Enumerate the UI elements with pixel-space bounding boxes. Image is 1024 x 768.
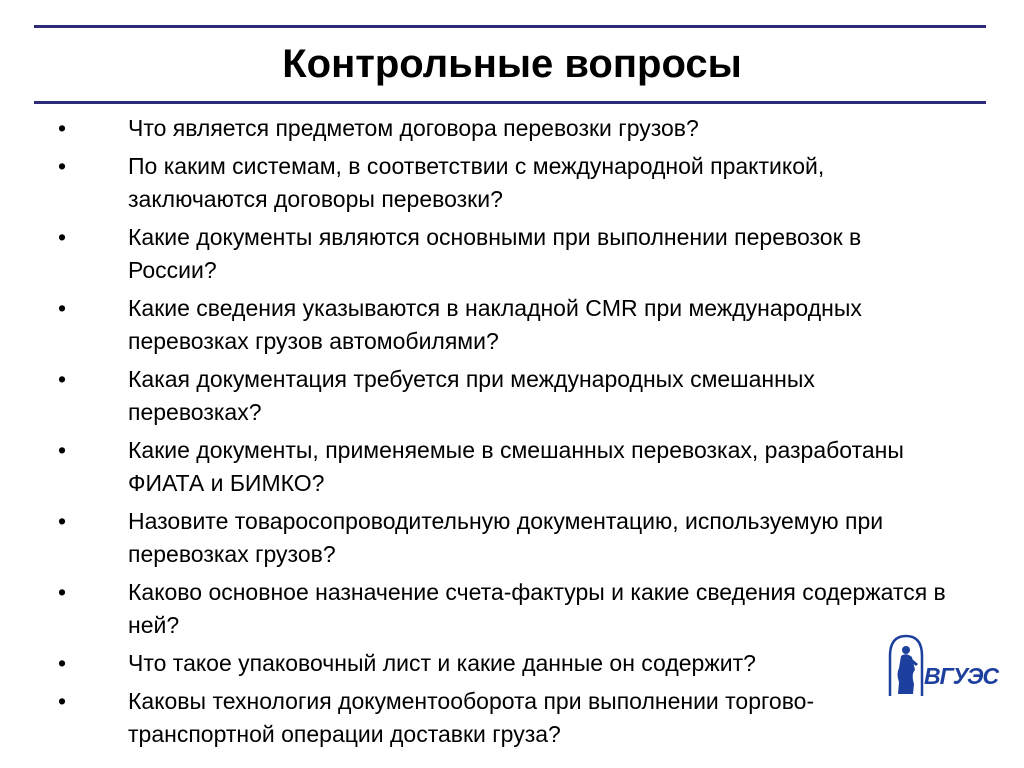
question-text: Назовите товаросопроводительную документацию, используемую при перевозках грузов?: [128, 508, 884, 567]
list-item: [0, 685, 1024, 751]
bullet-icon: •: [58, 688, 67, 714]
question-text: Каковы технология документооборота при выполнении торгово-транспортной операции доставки груза?: [128, 688, 815, 747]
question-text: Что такое упаковочный лист и какие данные он содержит?: [128, 650, 756, 676]
list-item: [0, 505, 1024, 571]
question-text: Какие документы, применяемые в смешанных перевозках, разработаны ФИАТА и БИМКО?: [128, 437, 904, 496]
list-item: [0, 363, 1024, 429]
slide-title: Контрольные вопросы: [282, 42, 742, 86]
title-top-rule: [34, 25, 986, 28]
question-text: Что является предметом договора перевозки грузов?: [128, 115, 699, 141]
bullet-icon: •: [58, 437, 67, 463]
list-item: [0, 434, 1024, 500]
bullet-icon: •: [58, 508, 67, 534]
bullet-icon: •: [58, 579, 67, 605]
bullet-icon: •: [58, 366, 67, 392]
list-item: [0, 647, 1024, 680]
question-text: По каким системам, в соответствии с международной практикой, заключаются договоры перевозки?: [128, 153, 825, 212]
list-item: [0, 112, 1024, 145]
question-text: Какая документация требуется при международных смешанных перевозках?: [128, 366, 815, 425]
list-item: [0, 576, 1024, 642]
question-text: Какие документы являются основными при выполнении перевозок в России?: [128, 224, 862, 283]
logo-text: ВГУЭС: [924, 663, 999, 689]
list-item: [0, 221, 1024, 287]
title-bottom-rule: [34, 101, 986, 104]
bullet-icon: •: [58, 295, 67, 321]
bullet-icon: •: [58, 224, 67, 250]
list-item: [0, 292, 1024, 358]
question-text: Каково основное назначение счета-фактуры и какие сведения содержатся в ней?: [128, 579, 946, 638]
bullet-icon: •: [58, 115, 67, 141]
bullet-icon: •: [58, 153, 67, 179]
logo-statue-icon: [898, 646, 919, 694]
question-text: Какие сведения указываются в накладной CMR при международных перевозках грузов автомобилями?: [128, 295, 862, 354]
list-item: [0, 150, 1024, 216]
question-list: [0, 112, 1024, 756]
bullet-icon: •: [58, 650, 67, 676]
university-logo: [884, 632, 1000, 698]
